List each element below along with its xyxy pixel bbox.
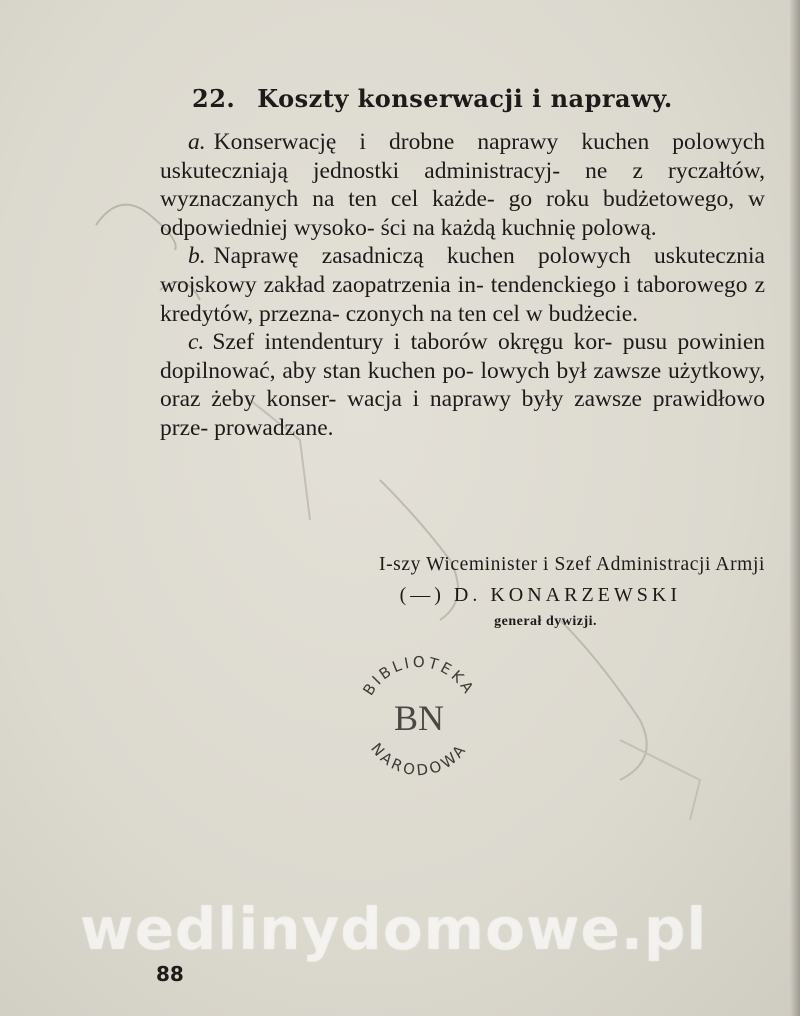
site-watermark: wedlinydomowe.pl <box>80 895 708 963</box>
stamp-bottom-text: NARODOWA <box>367 739 471 780</box>
paragraph-label: c. <box>188 329 205 356</box>
signatory-rank: generał dywizji. <box>494 614 597 629</box>
body-text <box>160 128 765 443</box>
paragraph-text: Konserwację i drobne naprawy kuchen polowych uskuteczniają jednostki administracyj- ne z ryczałtów, wyznaczanych na ten cel każde- go roku budżetowego, w odpowiedniej wysoko- ści na każdą kuchnię polową. <box>160 129 765 241</box>
signatory-title: I-szy Wiceminister i Szef Administracji Armji <box>379 554 765 575</box>
library-stamp <box>344 640 494 790</box>
page-number: 88 <box>156 962 184 986</box>
section-number: 22. <box>192 84 236 113</box>
paragraph-text: Naprawę zasadniczą kuchen polowych uskutecznia wojskowy zakład zaopatrzenia in- tendenckiego i taborowego z kredytów, przezna- czonych na ten cel w budżecie. <box>160 243 765 327</box>
paragraph-b <box>160 242 765 328</box>
paragraph-label: a. <box>188 129 206 155</box>
stamp-top-text: BIBLIOTEKA <box>359 652 479 699</box>
section-title: Koszty konserwacji i naprawy. <box>257 84 673 113</box>
section-heading <box>192 84 752 113</box>
page-edge <box>790 0 800 1016</box>
paragraph-c <box>160 328 765 442</box>
signatory-name: (—) D. KONARZEWSKI <box>399 584 681 606</box>
paragraph-text: Szef intendentury i taborów okręgu kor- pusu powinien dopilnować, aby stan kuchen po- lowych był zawsze użytkowy, oraz żeby konser- wacja i naprawy były zawsze prawidłowo prze- prowadzane. <box>160 329 765 441</box>
paragraph-a <box>160 128 765 242</box>
stamp-center-text: BN <box>393 698 445 738</box>
paragraph-label: b. <box>188 243 206 270</box>
